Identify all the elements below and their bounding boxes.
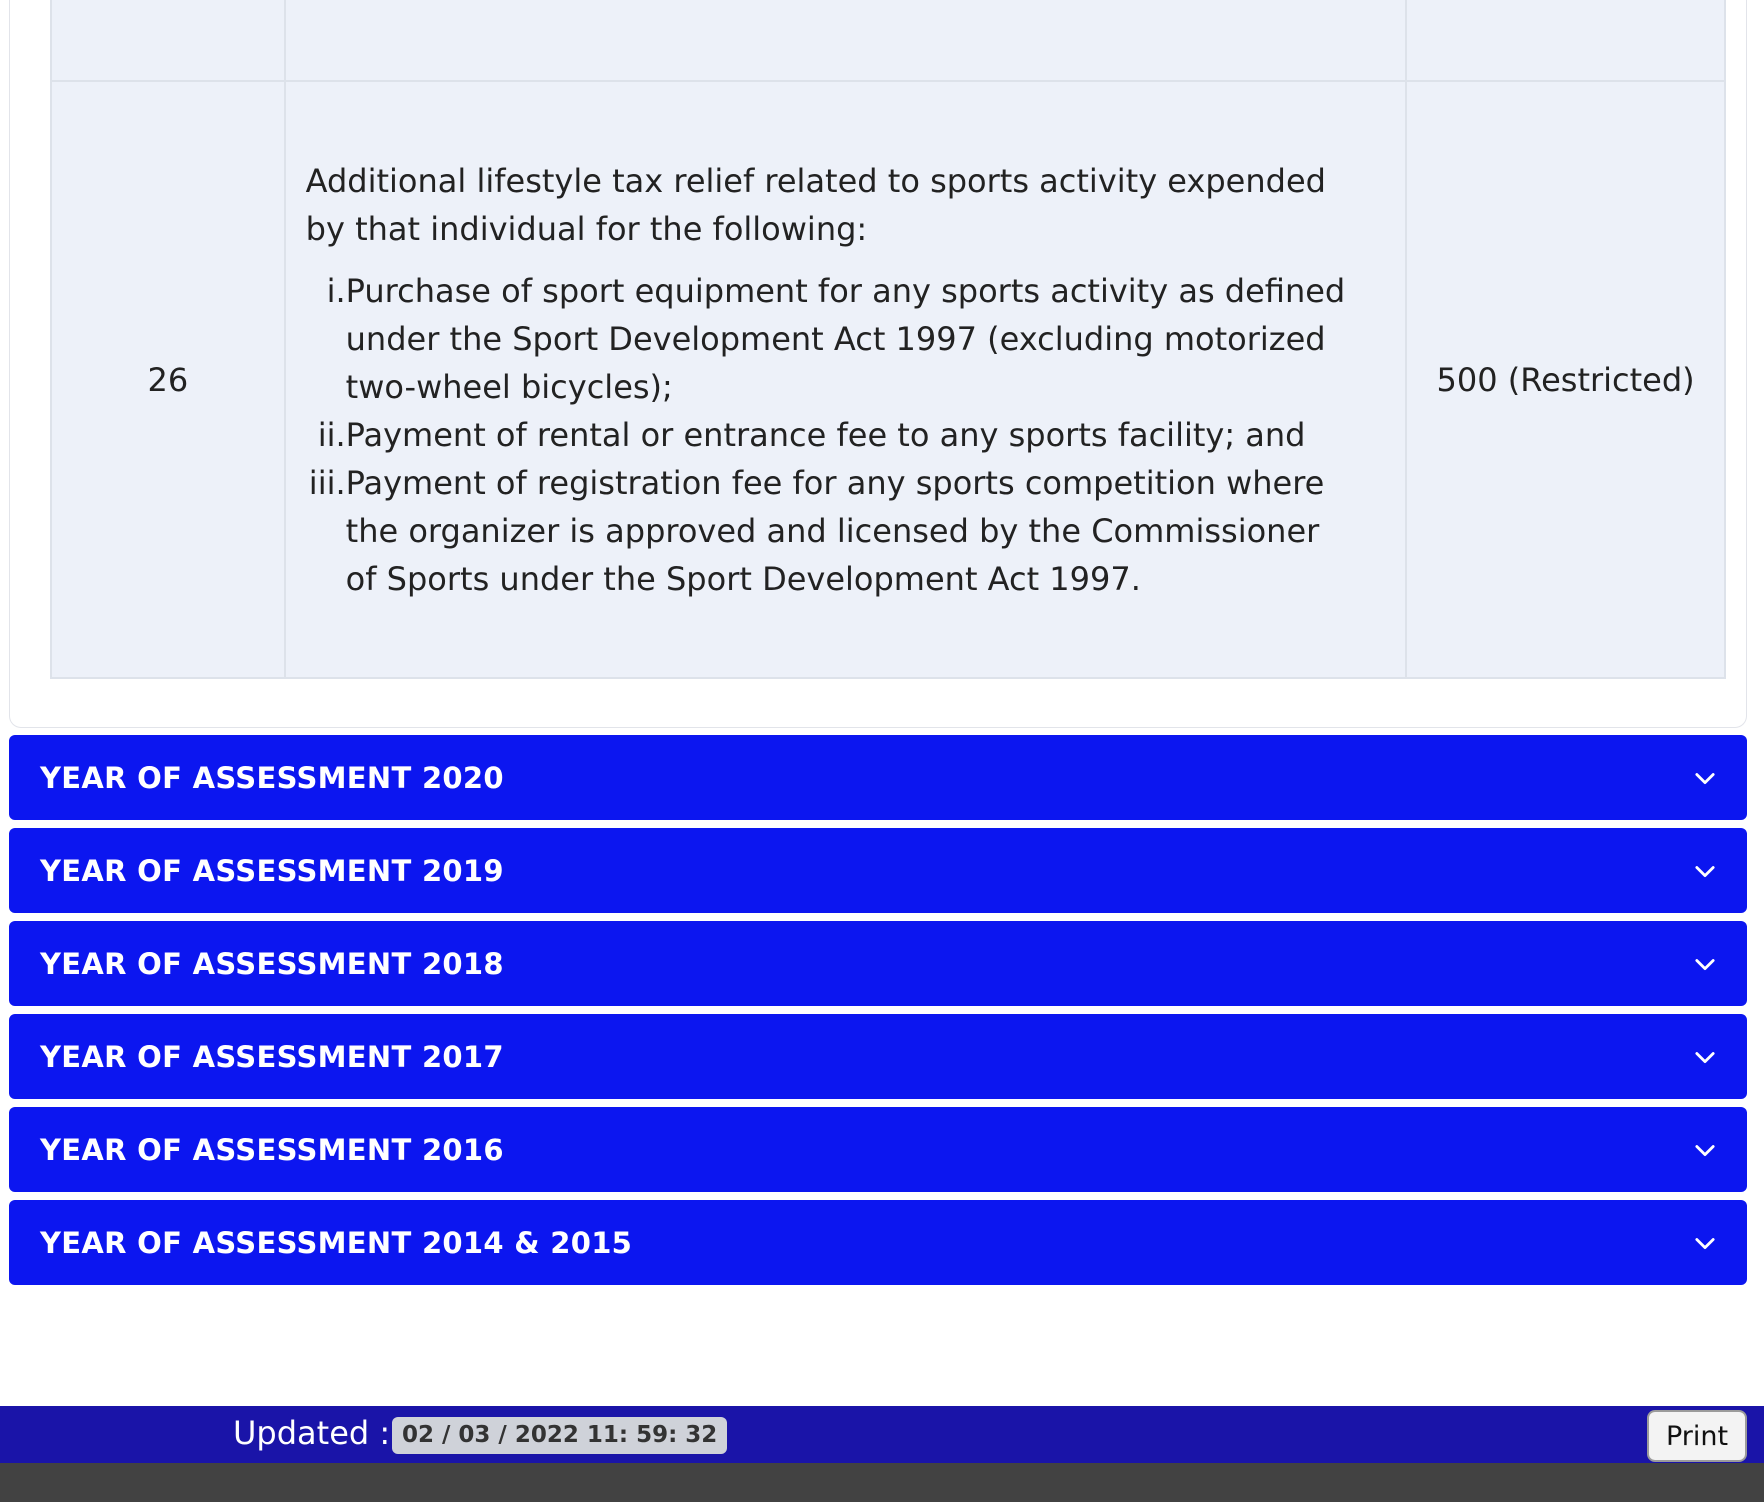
- relief-table: [50, 0, 1726, 679]
- updated-timestamp: 02 / 03 / 2022 11: 59: 32: [392, 1417, 727, 1454]
- description-list: [306, 267, 1360, 603]
- row-description: [285, 81, 1407, 678]
- description-intro: Additional lifestyle tax relief related to sports activity expended by that individual for the following:: [305, 161, 1326, 248]
- list-item: [306, 267, 1360, 411]
- table-cell: [51, 0, 285, 81]
- accordion-2017[interactable]: [9, 1014, 1747, 1099]
- chevron-down-icon[interactable]: [1691, 1229, 1719, 1257]
- chevron-down-icon[interactable]: [1691, 950, 1719, 978]
- accordion-2016[interactable]: [9, 1107, 1747, 1192]
- list-item: [306, 411, 1360, 459]
- accordion-2019[interactable]: [9, 828, 1747, 913]
- accordion-title: YEAR OF ASSESSMENT 2014 & 2015: [40, 1225, 633, 1260]
- chevron-down-icon[interactable]: [1691, 1043, 1719, 1071]
- relief-table-card: [9, 0, 1747, 728]
- accordion-title: YEAR OF ASSESSMENT 2020: [40, 760, 504, 795]
- accordion-title: YEAR OF ASSESSMENT 2019: [40, 853, 504, 888]
- accordion-title: YEAR OF ASSESSMENT 2018: [40, 946, 504, 981]
- list-numeral: iii.: [308, 463, 346, 502]
- row-number: 26: [51, 81, 285, 678]
- table-row: [51, 0, 1725, 81]
- table-cell: [285, 0, 1407, 81]
- list-numeral: ii.: [317, 415, 346, 454]
- accordion-2018[interactable]: [9, 921, 1747, 1006]
- chevron-down-icon[interactable]: [1691, 1136, 1719, 1164]
- accordion-2014-2015[interactable]: [9, 1200, 1747, 1285]
- print-button[interactable]: Print: [1647, 1410, 1747, 1462]
- updated-label: Updated :: [233, 1414, 391, 1452]
- accordion-title: YEAR OF ASSESSMENT 2017: [40, 1039, 504, 1074]
- list-text: Purchase of sport equipment for any sports activity as defined under the Sport Development Act 1997 (excluding motorized two-wheel bicycles);: [345, 271, 1346, 406]
- table-cell: [1406, 0, 1725, 81]
- table-row: [51, 81, 1725, 678]
- accordion-title: YEAR OF ASSESSMENT 2016: [40, 1132, 504, 1167]
- list-text: Payment of registration fee for any sports competition where the organizer is approved and licensed by the Commissioner of Sports under the Sport Development Act 1997.: [345, 463, 1325, 598]
- accordion-2020[interactable]: [9, 735, 1747, 820]
- bottom-strip: [0, 1463, 1764, 1502]
- list-numeral: i.: [326, 271, 346, 310]
- row-amount: 500 (Restricted): [1406, 81, 1725, 678]
- list-item: [306, 459, 1360, 603]
- list-text: Payment of rental or entrance fee to any sports facility; and: [345, 415, 1306, 454]
- footer-bar: [0, 1406, 1764, 1463]
- chevron-down-icon[interactable]: [1691, 764, 1719, 792]
- chevron-down-icon[interactable]: [1691, 857, 1719, 885]
